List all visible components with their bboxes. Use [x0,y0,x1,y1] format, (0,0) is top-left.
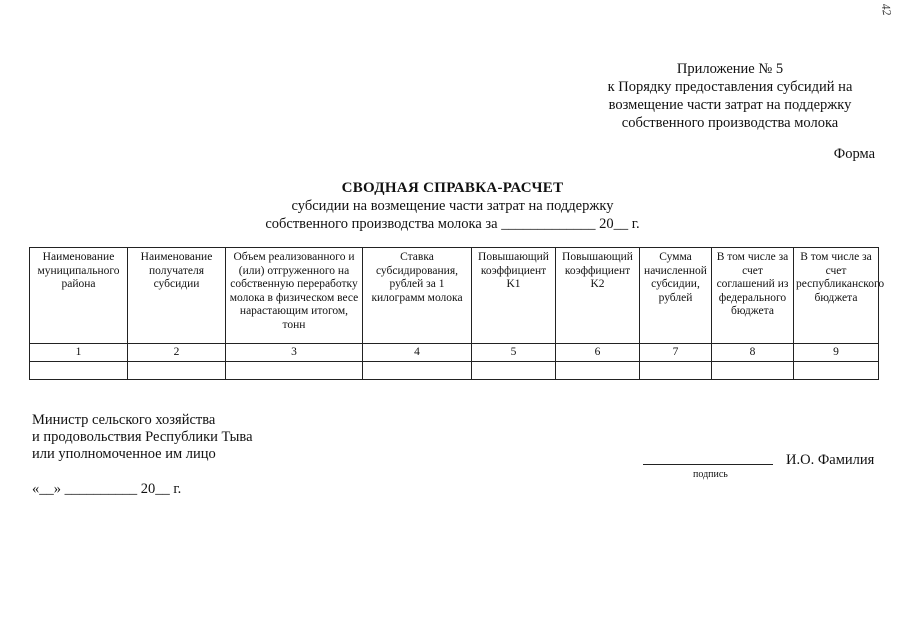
column-header: В том числе за счет республиканского бюджета [794,248,879,344]
signer-line: Министр сельского хозяйства [32,412,216,428]
form-label: Форма [833,146,875,162]
signer-line: или уполномоченное им лицо [32,446,216,462]
column-header: Сумма начисленной субсидии, рублей [640,248,712,344]
signature-caption: подпись [693,469,728,480]
column-header: Объем реализованного и (или) отгруженного на собственную переработку молока в физическом весе нарастающим итогом, тонн [226,248,363,344]
table-cell [128,362,226,380]
calculation-table [29,247,885,380]
table-cell [794,362,879,380]
column-number: 3 [226,344,363,362]
page-number: 42 [878,2,895,17]
column-number: 9 [794,344,879,362]
date-line: «__» __________ 20__ г. [32,481,182,497]
column-number-row [30,344,879,362]
appendix-line: Приложение № 5 [676,61,784,77]
column-number: 1 [30,344,128,362]
subtitle-line: субсидии на возмещение части затрат на поддержку [291,198,614,214]
subtitle-line: собственного производства молока за _____________ 20__ г. [265,216,640,232]
signer-line: и продовольствия Республики Тыва [32,429,253,445]
table-cell [30,362,128,380]
column-header: Ставка субсидирования, рублей за 1 килограмм молока [363,248,472,344]
appendix-header [560,60,900,132]
column-header: В том числе за счет соглашений из федерального бюджета [712,248,794,344]
signer-block [32,412,253,463]
column-header: Наименование получателя субсидии [128,248,226,344]
column-number: 5 [472,344,556,362]
appendix-line: собственного производства молока [621,115,839,131]
column-header: Повышающий коэффициент K1 [472,248,556,344]
appendix-line: к Порядку предоставления субсидий на [607,79,853,95]
signatory-name: И.О. Фамилия [786,452,875,468]
table-cell [472,362,556,380]
column-number: 6 [556,344,640,362]
table-cell [640,362,712,380]
column-number: 8 [712,344,794,362]
column-number: 2 [128,344,226,362]
table-cell [712,362,794,380]
table-cell [363,362,472,380]
column-number: 7 [640,344,712,362]
column-header: Наименование муниципального района [30,248,128,344]
column-number: 4 [363,344,472,362]
document-subtitle [0,197,905,233]
column-header: Повышающий коэффициент K2 [556,248,640,344]
document-title: СВОДНАЯ СПРАВКА-РАСЧЕТ [341,180,564,196]
appendix-line: возмещение части затрат на поддержку [608,97,852,113]
table-cell [226,362,363,380]
signature-line [643,464,773,465]
table-header-row [30,248,879,344]
table-cell [556,362,640,380]
table-row [30,362,879,380]
